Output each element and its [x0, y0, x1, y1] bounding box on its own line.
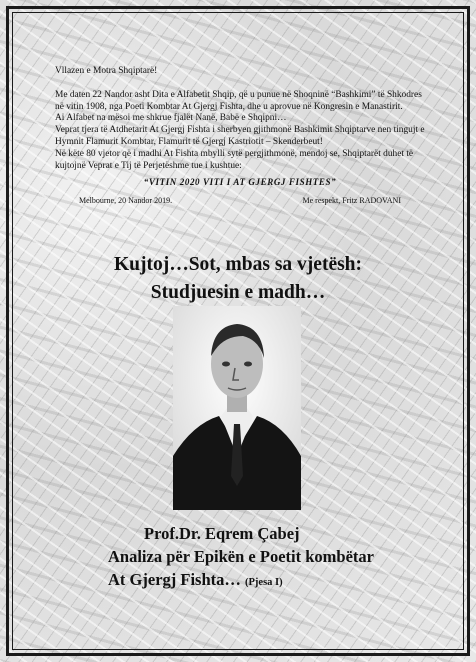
article-title: Analiza për Epikën e Poetit kombëtar: [108, 547, 374, 566]
portrait-photo: [173, 306, 301, 510]
article-subject-text: At Gjergj Fishta…: [108, 570, 241, 589]
article-subject: [108, 568, 374, 594]
signature-row: [55, 195, 425, 207]
place-date: Melbourne, 20 Nandor 2019.: [79, 196, 173, 206]
paragraph-anniversary: Në këte 80 vjetor që i madhi At Fishta mbylli sytë pergjithmonë, mendoj se, Shqiptarët duhet të kujtojnë Veprat e Tij të Perjetëshme tue i kushtue:: [55, 148, 414, 171]
letter-body: [55, 66, 425, 207]
article-heading: [108, 522, 374, 594]
paragraph-works: Veprat tjera të Atdhetarit At Gjergj Fishta i sherbyen gjithmonë Bashkimit Shqiptarve nen tingujt e Hymnit Flamurit Kombtar, Flamurit të Gjergj Kastriotit – Skenderbeut!: [55, 125, 425, 147]
headline-scholar: Studjuesin e madh…: [150, 282, 326, 303]
motto: “VITIN 2020 VITI I AT GJERGJ FISHTES”: [143, 177, 337, 188]
portrait-image: [173, 306, 301, 510]
paragraph-alphabet-day: Me daten 22 Nandor asht Dita e Alfabetit Shqip, që u punue në Shoqninë “Bashkimi” të Shkodres në vitin 1908, nga Poeti Kombtar At Gjergj Fishta, dhe u aprovue në Kongresin e Manastirit.: [55, 89, 422, 112]
paragraph-alphabet-taught: Ai Alfabet na mësoi me shkrue fjalët Nanë, Babë e Shqipni…: [55, 113, 287, 124]
part-label: (Pjesa I): [245, 577, 283, 588]
signature: Me respekt, Fritz RADOVANI: [302, 196, 401, 206]
headline-remember: Kujtoj…Sot, mbas sa vjetësh:: [113, 254, 363, 275]
greeting: Vllazen e Motra Shqiptarë!: [55, 66, 158, 76]
author-name: Prof.Dr. Eqrem Çabej: [144, 524, 300, 543]
